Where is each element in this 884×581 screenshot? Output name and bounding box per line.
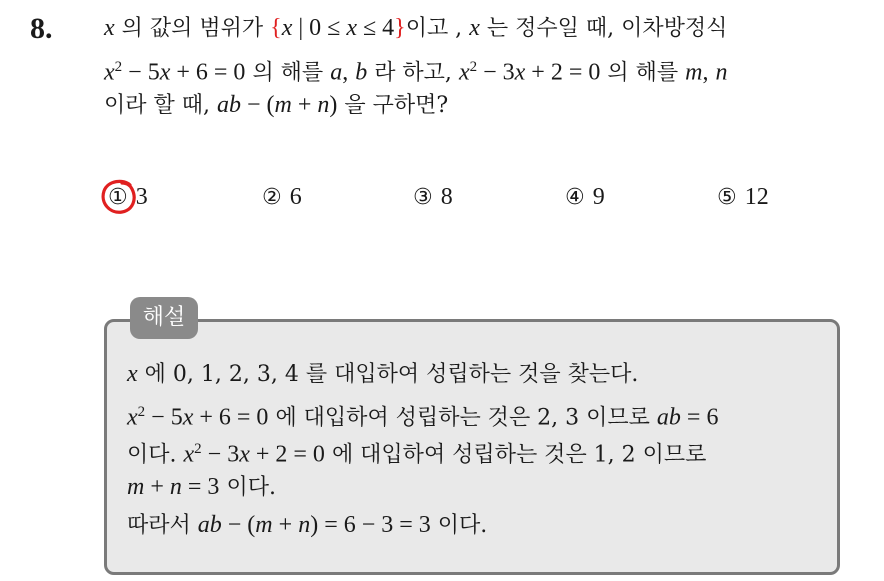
var-x: x [183,441,195,468]
set-var-x: x [346,15,357,41]
var-x: x [159,59,171,86]
set-open-brace: { [270,15,282,41]
question-text: 이라 할 때, [104,93,210,118]
question-text: 을 구하면? [344,93,449,118]
solution-text: 이다. [226,475,276,500]
var-m: m [127,474,145,500]
var-n: n [317,92,330,118]
choice-4[interactable] [565,182,605,213]
equation-part: ) [310,512,319,538]
equation-part: − 5 [122,59,160,86]
set-condition: ≤ 4 [356,15,395,41]
question-line-2 [104,52,727,88]
solution-text: 따라서 [127,513,191,538]
exponent: 2 [194,441,202,457]
var-x: x [469,15,480,41]
question-line-3 [104,90,448,121]
choice-mark: ⑤ [717,185,737,210]
solution-line-2 [127,397,718,433]
question-number: 8. [30,12,53,45]
choice-value: 8 [440,184,453,210]
set-condition: | 0 ≤ [292,15,347,41]
equation-part: + [144,474,170,500]
var-x: x [104,15,115,41]
equation-part: ) [329,92,338,118]
question-text: 는 정수일 때, 이차방정식 [486,16,728,41]
choice-mark: ② [262,185,282,210]
var-m: m [255,512,273,538]
answer-circle-icon [100,177,140,217]
solution-tab: 해설 [130,297,198,339]
equation-part: + 2 = 0 [249,441,325,468]
question-text: 의 해를 [607,60,679,86]
question-text: 라 하고, [374,60,452,86]
solution-text: 에 대입하여 성립하는 것은 1, 2 이므로 [331,442,707,468]
equation-part: − 3 [477,59,515,86]
choice-mark: ④ [565,185,585,210]
choice-5[interactable] [717,182,769,213]
equation-part: + [291,92,318,118]
equation-part: + [272,512,299,538]
equation-part: − ( [241,92,275,118]
equation-part: + 2 = 0 [525,59,601,86]
var-ab: ab [656,404,681,431]
question-text: 이고 , [405,16,463,41]
var-x: x [127,361,138,387]
var-x: x [182,404,194,431]
equation-part: + 6 = 0 [170,59,246,86]
solution-text: 에 대입하여 성립하는 것은 2, 3 이므로 [275,405,650,431]
var-n: n [169,474,182,500]
choice-value: 12 [744,184,769,210]
exponent: 2 [469,59,478,75]
var-ab: ab [197,512,222,538]
var-x: x [127,404,138,431]
var-x: x [104,59,115,86]
var-m: m [685,59,703,86]
var-n: n [298,512,311,538]
question-text: 의 값의 범위가 [121,16,264,41]
exponent: 2 [137,404,146,420]
equation-part: = 6 [680,404,719,431]
choice-3[interactable] [413,182,453,213]
solution-line-1 [127,359,638,390]
equation-part: − 3 [201,441,240,468]
equation-part: + 6 = 0 [193,404,269,431]
comma: , [342,59,349,86]
choice-2[interactable] [262,182,302,213]
equation-part: − 5 [145,404,183,431]
var-x: x [239,441,250,468]
var-a: a [330,59,343,86]
equation-part: − ( [221,512,256,538]
var-x: x [458,59,470,86]
set-close-brace: } [394,15,406,41]
solution-line-5 [127,510,487,541]
question-line-1 [104,13,727,44]
question-text: 의 해를 [252,60,324,86]
var-ab: ab [217,92,241,118]
equation-part: = 6 − 3 = 3 [318,512,431,538]
exponent: 2 [114,59,123,75]
solution-text: 에 0, 1, 2, 3, 4 를 대입하여 성립하는 것을 찾는다. [144,362,639,387]
comma: , [702,59,709,86]
equation-part: = 3 [181,474,220,500]
choice-value: 9 [592,184,605,210]
choice-mark: ③ [413,185,433,210]
var-n: n [715,59,728,86]
var-x: x [514,59,526,86]
solution-text: 이다. [437,513,488,538]
choice-value: 6 [289,184,302,210]
choice-mark: ① [108,185,128,210]
solution-text: 이다. [127,442,177,468]
var-m: m [274,92,292,118]
var-b: b [355,59,368,86]
solution-line-3 [127,434,706,470]
solution-line-4 [127,472,276,503]
choice-value: 3 [135,184,148,210]
set-var-x: x [281,15,293,41]
